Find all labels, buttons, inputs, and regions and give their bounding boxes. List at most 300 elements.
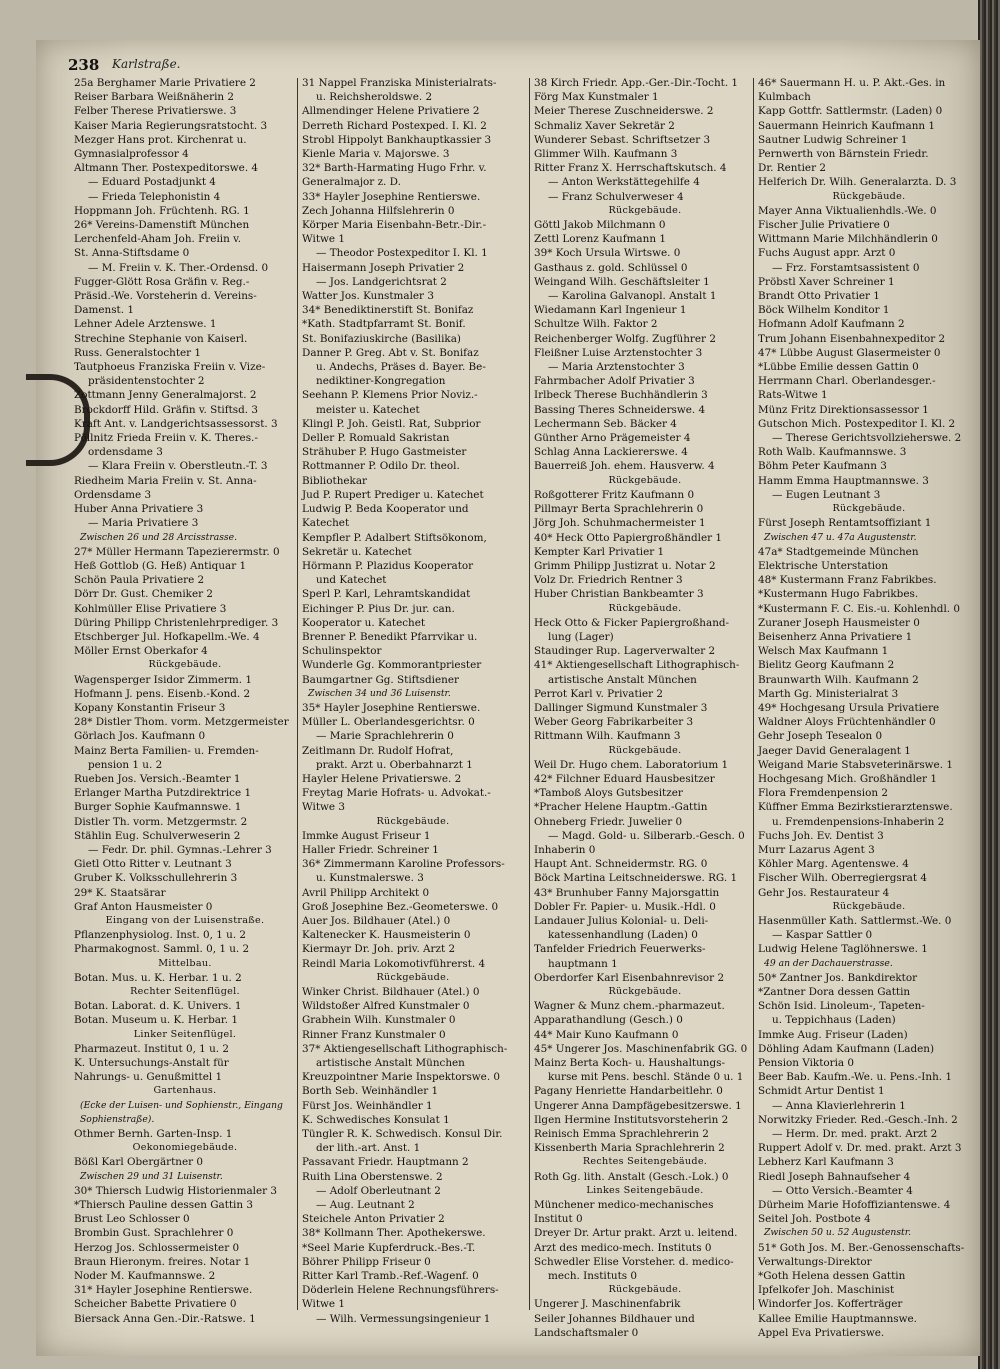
- directory-entry: Landauer Julius Kolonial- u. Deli-: [534, 914, 709, 927]
- directory-entry: 50* Zantner Jos. Bankdirektor: [758, 971, 918, 984]
- directory-entry-continuation: der lith.-art. Anst. 1: [316, 1142, 421, 1155]
- directory-entry-continuation: — Anna Klavierlehrerin 1: [772, 1099, 906, 1112]
- section-heading: Rückgebäude.: [608, 1284, 682, 1296]
- directory-entry: Förg Max Kunstmaler 1: [534, 91, 659, 104]
- directory-entry: Elektrische Unterstation: [758, 559, 889, 572]
- directory-entry: Winker Christ. Bildhauer (Atel.) 0: [302, 986, 480, 998]
- directory-entry: Huber Christian Bankbeamter 3: [534, 588, 704, 601]
- directory-entry: Riedl Joseph Bahnaufseher 4: [758, 1170, 911, 1183]
- section-heading: Rückgebäude.: [608, 986, 682, 997]
- directory-entry: Wildstoßer Alfred Kunstmaler 0: [302, 1000, 470, 1013]
- directory-entry: Altmann Ther. Postexpeditorswe. 4: [74, 162, 259, 175]
- directory-entry: Freytag Marie Hofrats- u. Advokat.-: [302, 787, 491, 800]
- cross-street-note: Zwischen 34 und 36 Luisenstr.: [308, 687, 451, 699]
- directory-entry: 47a* Stadtgemeinde München: [758, 545, 919, 558]
- directory-entry: 29* K. Staatsärar: [74, 886, 166, 899]
- directory-entry: 32* Barth-Harmating Hugo Frhr. v.: [302, 162, 487, 175]
- directory-entry: K. Schwedisches Konsulat 1: [302, 1113, 450, 1126]
- directory-entry: Kooperator u. Katechet: [302, 616, 426, 629]
- directory-entry: Russ. Generalstochter 1: [74, 346, 202, 359]
- directory-entry: 38* Kollmann Ther. Apothekerswe.: [302, 1227, 486, 1240]
- directory-entry: Ruith Lina Oberstenswe. 2: [302, 1170, 443, 1183]
- directory-entry: Verwaltungs-Direktor: [758, 1255, 872, 1268]
- directory-entry-continuation: katessenhandlung (Laden) 0: [548, 929, 698, 942]
- directory-entry: Roth Walb. Kaufmannswe. 3: [758, 446, 907, 459]
- directory-entry: Seitel Joh. Postbote 4: [758, 1213, 871, 1226]
- directory-entry-continuation: u. Fremdenpensions-Inhaberin 2: [772, 815, 945, 828]
- directory-entry: Othmer Bernh. Garten-Insp. 1: [74, 1128, 233, 1141]
- directory-entry: Zottmann Jenny Generalmajorst. 2: [74, 389, 257, 402]
- directory-entry: Hasenmüller Kath. Sattlermst.-We. 0: [758, 914, 952, 927]
- directory-entry-continuation: — Eugen Leutnant 3: [772, 488, 881, 501]
- directory-entry: Katechet: [302, 517, 350, 530]
- directory-entry: Schön Isid. Linoleum-, Tapeten-: [758, 1000, 925, 1013]
- directory-entry: 26* Vereins-Damenstift München: [74, 219, 250, 232]
- directory-entry: Mainz Berta Familien- u. Fremden-: [74, 744, 259, 757]
- directory-entry: Schlag Anna Lackiererswe. 4: [534, 446, 688, 459]
- directory-entry: Reichenberger Wolfg. Zugführer 2: [534, 332, 716, 345]
- directory-entry: 25a Berghamer Marie Privatiere 2: [74, 77, 256, 89]
- directory-entry: Wittmann Marie Milchhändlerin 0: [758, 233, 938, 246]
- directory-entry: Heck Otto & Ficker Papiergroßhand-: [534, 616, 730, 629]
- directory-entry: Welsch Max Kaufmann 1: [758, 645, 889, 658]
- directory-entry-continuation: u. Andechs, Präses d. Bayer. Be-: [316, 361, 486, 374]
- section-heading: Oekonomiegebäude.: [132, 1142, 238, 1154]
- directory-entry: Windorfer Jos. Kofferträger: [758, 1298, 903, 1311]
- directory-entry: 35* Hayler Josephine Rentierswe.: [302, 701, 481, 714]
- directory-column-3: [534, 76, 756, 1339]
- directory-entry: 44* Mair Kuno Kaufmann 0: [534, 1028, 679, 1041]
- directory-entry: Brandt Otto Privatier 1: [758, 290, 880, 303]
- directory-entry: Seiler Johannes Bildhauer und: [534, 1312, 695, 1325]
- directory-entry: Kiermayr Dr. Joh. priv. Arzt 2: [302, 943, 456, 956]
- directory-entry: 46* Sauermann H. u. P. Akt.-Ges. in: [758, 77, 946, 89]
- directory-entry-continuation: u. Teppichhaus (Laden): [772, 1014, 896, 1027]
- directory-entry: 37* Aktiengesellschaft Lithographisch-: [302, 1042, 508, 1055]
- directory-entry: Botan. Mus. u. K. Herbar. 1 u. 2: [74, 971, 242, 984]
- directory-entry-continuation: — Therese Gerichtsvollzieherswe. 2: [772, 432, 962, 445]
- directory-entry: 40* Heck Otto Papiergroßhändler 1: [534, 531, 722, 544]
- directory-entry: Stählin Eug. Schulverweserin 2: [74, 829, 241, 842]
- directory-entry: Gehr Jos. Restaurateur 4: [758, 886, 890, 899]
- directory-entry: Döhling Adam Kaufmann (Laden): [758, 1042, 935, 1055]
- directory-entry-continuation: nediktiner-Kongregation: [316, 375, 446, 388]
- directory-entry: Zech Johanna Hilfslehrerin 0: [302, 204, 455, 217]
- directory-entry: K. Untersuchungs-Anstalt für: [74, 1057, 229, 1070]
- directory-entry: Heß Gottlob (G. Heß) Antiquar 1: [74, 559, 247, 572]
- directory-entry: Fischer Wilh. Oberregiergsrat 4: [758, 872, 927, 885]
- directory-entry: Böck Martina Leitschneiderswe. RG. 1: [534, 872, 738, 885]
- directory-entry: Köhler Marg. Agentenswe. 4: [758, 858, 909, 871]
- directory-entry: Lerchenfeld-Aham Joh. Freiin v.: [74, 233, 242, 246]
- directory-entry: Arzt des medico-mech. Instituts 0: [534, 1241, 712, 1254]
- directory-entry: Kreuzpointner Marie Inspektorswe. 0: [302, 1071, 501, 1084]
- directory-entry-continuation: — M. Freiin v. K. Ther.-Ordensd. 0: [88, 261, 269, 274]
- directory-entry: Ludwig P. Beda Kooperator und: [302, 503, 469, 516]
- directory-entry: Körper Maria Eisenbahn-Betr.-Dir.-: [302, 219, 487, 232]
- directory-entry: St. Anna-Stiftsdame 0: [74, 247, 190, 260]
- directory-entry: Damenst. 1: [74, 304, 134, 317]
- directory-entry: Schultze Wilh. Faktor 2: [534, 318, 658, 331]
- directory-entry: Lebherz Karl Kaufmann 3: [758, 1156, 894, 1169]
- section-heading: Linker Seitenflügel.: [133, 1028, 237, 1040]
- directory-entry: 47* Lübbe August Glasermeister 0: [758, 346, 941, 359]
- directory-entry: Grimm Philipp Justizrat u. Notar 2: [534, 559, 716, 572]
- directory-entry: Haupt Ant. Schneidermstr. RG. 0: [534, 858, 708, 871]
- directory-entry: Klingl P. Joh. Geistl. Rat, Subprior: [302, 417, 481, 430]
- directory-entry: Pharmazeut. Institut 0, 1 u. 2: [74, 1042, 230, 1055]
- cross-street-note: Zwischen 50 u. 52 Augustenstr.: [764, 1227, 912, 1239]
- directory-entry: Fürst Jos. Weinhändler 1: [302, 1099, 433, 1112]
- section-heading: Rückgebäude.: [148, 659, 222, 671]
- directory-entry: Kallee Emilie Hauptmannswe.: [758, 1312, 917, 1325]
- cross-street-note: Zwischen 26 und 28 Arcisstrasse.: [80, 531, 237, 543]
- directory-entry: Ohneberg Friedr. Juwelier 0: [534, 815, 683, 828]
- directory-entry: Kapp Gottfr. Sattlermstr. (Laden) 0: [758, 105, 943, 118]
- directory-entry: Derreth Richard Postexped. I. Kl. 2: [302, 119, 487, 132]
- column-rule: [297, 78, 298, 1310]
- directory-entry: *Lübbe Emilie dessen Gattin 0: [758, 361, 919, 374]
- directory-entry: Huber Anna Privatiere 3: [74, 503, 204, 516]
- directory-entry: Ipfelkofer Joh. Maschinist: [758, 1284, 895, 1297]
- directory-entry: Braunwarth Wilh. Kaufmann 2: [758, 673, 919, 686]
- directory-entry: Kienle Maria v. Majorswe. 3: [302, 148, 450, 161]
- section-heading: Rechtes Seitengebäude.: [582, 1156, 708, 1168]
- directory-entry: Günther Arno Prägemeister 4: [534, 432, 691, 445]
- section-heading: Rückgebäude.: [832, 900, 906, 912]
- directory-entry: Rats-Witwe 1: [758, 389, 828, 402]
- directory-entry: 31* Hayler Josephine Rentierswe.: [74, 1284, 253, 1297]
- directory-entry-continuation: — Aug. Leutnant 2: [316, 1199, 415, 1212]
- directory-entry: Pröbstl Xaver Schreiner 1: [758, 275, 895, 288]
- directory-entry: Bößl Karl Obergärtner 0: [74, 1156, 204, 1169]
- directory-entry: Görlach Jos. Kaufmann 0: [74, 730, 206, 743]
- directory-entry: Präsid.-We. Vorsteherin d. Vereins-: [74, 290, 257, 303]
- directory-entry-continuation: u. Kunstmalerswe. 3: [316, 872, 424, 885]
- directory-entry: Helferich Dr. Wilh. Generalarzta. D. 3: [758, 176, 957, 189]
- directory-entry: Dörr Dr. Gust. Chemiker 2: [74, 588, 213, 601]
- directory-entry-continuation: — Adolf Oberleutnant 2: [316, 1184, 441, 1197]
- directory-entry: Pagany Henriette Handarbeitlehr. 0: [534, 1085, 723, 1098]
- directory-entry-continuation: prakt. Arzt u. Oberbahnarzt 1: [316, 758, 473, 771]
- directory-entry: Ilgen Hermine Institutsvorsteherin 2: [534, 1113, 729, 1126]
- directory-entry: Witwe 3: [302, 801, 345, 814]
- directory-entry: 42* Filchner Eduard Hausbesitzer: [534, 772, 715, 785]
- directory-entry: Biersack Anna Gen.-Dir.-Ratswe. 1: [74, 1312, 256, 1325]
- directory-entry: Erlanger Martha Putzdirektrice 1: [74, 787, 252, 800]
- directory-entry: Pflanzenphysiolog. Inst. 0, 1 u. 2: [74, 929, 247, 942]
- directory-entry: Dreyer Dr. Artur prakt. Arzt u. leitend.: [534, 1227, 738, 1240]
- section-heading: Rückgebäude.: [608, 204, 682, 216]
- directory-entry: Waldner Aloys Früchtenhändler 0: [758, 716, 936, 729]
- directory-entry: Steichele Anton Privatier 2: [302, 1213, 445, 1226]
- directory-entry: Mayer Anna Viktualienhdls.-We. 0: [758, 204, 937, 217]
- directory-entry: Rinner Franz Kunstmaler 0: [302, 1028, 446, 1041]
- directory-entry: 34* Benediktinerstift St. Bonifaz: [302, 304, 474, 317]
- directory-entry: 38 Kirch Friedr. App.-Ger.-Dir.-Tocht. 1: [534, 77, 739, 89]
- directory-entry: Bielitz Georg Kaufmann 2: [758, 659, 895, 672]
- directory-entry: Seehann P. Klemens Prior Noviz.-: [302, 389, 478, 402]
- directory-entry: Brust Leo Schlosser 0: [74, 1213, 190, 1226]
- directory-entry-continuation: — Frieda Telephonistin 4: [88, 190, 221, 203]
- directory-entry: Ritter Franz X. Herrschaftskutsch. 4: [534, 162, 727, 175]
- directory-entry: 49* Hochgesang Ursula Privatiere: [758, 701, 940, 714]
- directory-entry: Lechermann Seb. Bäcker 4: [534, 417, 677, 430]
- directory-entry: Böhm Peter Kaufmann 3: [758, 460, 887, 473]
- directory-entry-continuation: — Franz Schulverweser 4: [548, 190, 684, 203]
- directory-entry: Hörmann P. Plazidus Kooperator: [302, 559, 474, 572]
- directory-entry: Roßgotterer Fritz Kaufmann 0: [534, 488, 695, 501]
- directory-entry: Immke Aug. Friseur (Laden): [758, 1028, 908, 1041]
- directory-entry: Kempfler P. Adalbert Stiftsökonom,: [302, 531, 487, 544]
- directory-entry: Felber Therese Privatierswe. 3: [74, 105, 237, 118]
- directory-entry: Botan. Museum u. K. Herbar. 1: [74, 1014, 238, 1027]
- section-heading: Gartenhaus.: [153, 1085, 217, 1097]
- directory-entry: Döderlein Helene Rechnungsführers-: [302, 1284, 499, 1297]
- directory-entry: Gymnasialprofessor 4: [74, 148, 189, 161]
- directory-entry: 43* Brunhuber Fanny Majorsgattin: [534, 886, 720, 899]
- directory-entry: Kissenberth Maria Sprachlehrerin 2: [534, 1142, 725, 1155]
- directory-entry: Möller Ernst Oberkafor 4: [74, 645, 208, 658]
- page-number: 238: [68, 56, 100, 74]
- directory-entry: Fuchs August appr. Arzt 0: [758, 247, 896, 260]
- directory-entry-continuation: — Jos. Landgerichtsrat 2: [316, 275, 447, 288]
- cross-street-note: Zwischen 47 u. 47a Augustenstr.: [764, 531, 917, 543]
- directory-entry: Roth Gg. lith. Anstalt (Gesch.-Lok.) 0: [534, 1170, 729, 1183]
- directory-entry: Weingand Wilh. Geschäftsleiter 1: [534, 275, 710, 288]
- directory-entry-continuation: — Eduard Postadjunkt 4: [88, 176, 216, 189]
- directory-entry: Brockdorff Hild. Gräfin v. Stiftsd. 3: [74, 403, 258, 416]
- directory-entry-continuation: — Otto Versich.-Beamter 4: [772, 1184, 913, 1197]
- directory-entry: Kaiser Maria Regierungsratstocht. 3: [74, 119, 268, 132]
- directory-entry: Deller P. Romuald Sakristan: [302, 432, 450, 445]
- directory-entry: Wiedamann Karl Ingenieur 1: [534, 304, 687, 317]
- directory-entry: Wunderer Sebast. Schriftsetzer 3: [534, 133, 711, 146]
- directory-entry: Sekretär u. Katechet: [302, 545, 412, 558]
- directory-entry: *Goth Helena dessen Gattin: [758, 1270, 906, 1283]
- directory-entry: *Kustermann F. C. Eis.-u. Kohlenhdl. 0: [758, 602, 960, 615]
- directory-entry: 31 Nappel Franziska Ministerialrats-: [302, 77, 497, 89]
- section-heading: Rückgebäude.: [832, 503, 906, 515]
- directory-entry: Strähuber P. Hugo Gastmeister: [302, 446, 467, 459]
- directory-entry: Herrmann Charl. Oberlandesger.-: [758, 375, 936, 388]
- directory-entry: Witwe 1: [302, 1298, 345, 1311]
- directory-entry: Kempter Karl Privatier 1: [534, 545, 665, 558]
- directory-entry-continuation: — Wilh. Vermessungsingenieur 1: [316, 1312, 491, 1325]
- directory-entry: Ordensdame 3: [74, 488, 152, 501]
- directory-entry: Riedheim Maria Freiin v. St. Anna-: [74, 474, 257, 487]
- directory-entry: Böhrer Philipp Friseur 0: [302, 1255, 431, 1268]
- directory-entry: Wagensperger Isidor Zimmerm. 1: [74, 673, 253, 686]
- directory-entry: Schwedler Elise Vorsteher. d. medico-: [534, 1255, 734, 1268]
- directory-entry-continuation: — Herm. Dr. med. prakt. Arzt 2: [772, 1128, 938, 1141]
- directory-entry: Jud P. Rupert Prediger u. Katechet: [302, 488, 484, 501]
- directory-entry: Reinisch Emma Sprachlehrerin 2: [534, 1128, 709, 1141]
- section-heading: Mittelbau.: [158, 957, 212, 969]
- directory-entry: Schmidt Artur Dentist 1: [758, 1085, 885, 1098]
- directory-entry: Sperl P. Karl, Lehramtskandidat: [302, 588, 471, 601]
- directory-entry: 27* Müller Hermann Tapezierermstr. 0: [74, 545, 280, 558]
- directory-entry: Meier Therese Zuschneiderswe. 2: [534, 105, 714, 118]
- directory-entry-continuation: — Maria Arztenstochter 3: [548, 361, 685, 374]
- section-heading: Rückgebäude.: [376, 815, 450, 827]
- directory-entry: Volz Dr. Friedrich Rentner 3: [534, 574, 683, 587]
- directory-entry: Inhaberin 0: [534, 843, 596, 856]
- directory-entry: 28* Distler Thom. vorm. Metzgermeister: [74, 716, 289, 729]
- directory-entry: 45* Ungerer Jos. Maschinenfabrik GG. 0: [534, 1042, 748, 1055]
- directory-entry: *Zantner Dora dessen Gattin: [758, 986, 911, 998]
- directory-entry: *Kath. Stadtpfarramt St. Bonif.: [302, 318, 466, 331]
- directory-entry: Flora Fremdenpension 2: [758, 787, 888, 800]
- directory-entry: Irlbeck Therese Buchhändlerin 3: [534, 389, 708, 402]
- directory-entry: Rottmanner P. Odilo Dr. theol.: [302, 460, 460, 473]
- section-heading: Rückgebäude.: [608, 474, 682, 486]
- directory-entry: Hochgesang Mich. Großhändler 1: [758, 772, 937, 785]
- directory-entry: Tüngler R. K. Schwedisch. Konsul Dir.: [302, 1128, 503, 1141]
- directory-entry: Oberdorfer Karl Eisenbahnrevisor 2: [534, 971, 725, 984]
- directory-entry: Kulmbach: [758, 91, 811, 104]
- directory-entry: Sauermann Heinrich Kaufmann 1: [758, 119, 936, 132]
- directory-entry: Ritter Karl Tramb.-Ref.-Wagenf. 0: [302, 1270, 479, 1283]
- directory-entry: Landschaftsmaler 0: [534, 1326, 639, 1339]
- directory-entry: Wunderle Gg. Kommorantpriester: [302, 659, 482, 672]
- directory-entry: Watter Jos. Kunstmaler 3: [302, 290, 434, 303]
- directory-entry: Noder M. Kaufmannswe. 2: [74, 1270, 216, 1283]
- directory-entry: Grabhein Wilh. Kunstmaler 0: [302, 1014, 456, 1027]
- cross-street-note: (Ecke der Luisen- und Sophienstr., Eingang: [80, 1099, 283, 1111]
- directory-entry: Hofmann Adolf Kaufmann 2: [758, 318, 905, 331]
- directory-entry: Sautner Ludwig Schreiner 1: [758, 133, 908, 146]
- directory-entry: 48* Kustermann Franz Fabrikbes.: [758, 574, 937, 587]
- section-heading: Eingang von der Luisenstraße.: [105, 914, 265, 926]
- directory-entry: Jörg Joh. Schuhmachermeister 1: [534, 517, 706, 530]
- directory-entry: Distler Th. vorm. Metzgermstr. 2: [74, 815, 248, 828]
- directory-entry: Herzog Jos. Schlossermeister 0: [74, 1241, 240, 1254]
- directory-entry: Böck Wilhelm Konditor 1: [758, 304, 890, 317]
- directory-entry: Fürst Joseph Rentamtsoffiziant 1: [758, 517, 932, 530]
- directory-entry: Hoppmann Joh. Früchtenh. RG. 1: [74, 204, 250, 217]
- directory-entry: Haller Friedr. Schreiner 1: [302, 843, 439, 856]
- street-header: Karlstraße.: [112, 57, 181, 71]
- directory-entry: Brenner P. Benedikt Pfarrvikar u.: [302, 630, 478, 643]
- cross-street-note: Sophienstraße).: [80, 1113, 155, 1125]
- directory-entry: Avril Philipp Architekt 0: [302, 886, 430, 899]
- directory-entry: Auer Jos. Bildhauer (Atel.) 0: [302, 914, 451, 927]
- directory-entry: Borth Seb. Weinhändler 1: [302, 1085, 439, 1098]
- directory-entry: Generalmajor z. D.: [302, 176, 401, 189]
- directory-entry: Zuraner Joseph Hausmeister 0: [758, 616, 920, 629]
- directory-entry: Pension Viktoria 0: [758, 1057, 855, 1070]
- directory-entry: Pernwerth von Bärnstein Friedr.: [758, 148, 929, 161]
- directory-entry-continuation: — Klara Freiin v. Oberstleutn.-T. 3: [88, 460, 268, 473]
- column-rule: [529, 78, 530, 1310]
- directory-entry: Gietl Otto Ritter v. Leutnant 3: [74, 858, 232, 871]
- directory-entry: Reiser Barbara Weißnäherin 2: [74, 91, 235, 104]
- directory-entry: Norwitzky Frieder. Red.-Gesch.-Inh. 2: [758, 1113, 958, 1126]
- directory-entry: Bassing Theres Schneiderswe. 4: [534, 403, 706, 416]
- directory-entry: Rueben Jos. Versich.-Beamter 1: [74, 772, 241, 785]
- directory-entry-continuation: mech. Instituts 0: [548, 1270, 638, 1283]
- directory-entry: Strobl Hippolyt Bankhauptkassier 3: [302, 133, 492, 146]
- directory-entry: 39* Koch Ursula Wirtswe. 0: [534, 247, 681, 260]
- directory-entry: *Seel Marie Kupferdruck.-Bes.-T.: [302, 1241, 476, 1254]
- section-heading: Rückgebäude.: [608, 744, 682, 756]
- directory-entry: Trum Johann Eisenbahnexpeditor 2: [758, 332, 946, 345]
- directory-entry: 33* Hayler Josephine Rentierswe.: [302, 190, 481, 203]
- directory-entry: Witwe 1: [302, 233, 345, 246]
- directory-entry: Appel Eva Privatierswe.: [758, 1326, 885, 1339]
- directory-entry: Fischer Julie Privatiere 0: [758, 219, 890, 232]
- directory-entry: Glimmer Wilh. Kaufmann 3: [534, 148, 678, 161]
- directory-entry: Gutschon Mich. Postexpeditor I. Kl. 2: [758, 417, 956, 430]
- directory-entry: Fleißner Luise Arztenstochter 3: [534, 346, 703, 359]
- book-page-edge: [978, 0, 1000, 1369]
- directory-entry-continuation: lung (Lager): [548, 630, 614, 643]
- directory-entry-continuation: — Marie Sprachlehrerin 0: [316, 730, 454, 743]
- directory-entry-continuation: artistische Anstalt München: [316, 1057, 465, 1070]
- directory-entry: Scheicher Babette Privatiere 0: [74, 1298, 237, 1311]
- directory-entry: Murr Lazarus Agent 3: [758, 843, 875, 856]
- directory-entry: Zettl Lorenz Kaufmann 1: [534, 233, 666, 246]
- directory-entry: Pillmayr Berta Sprachlehrerin 0: [534, 503, 704, 516]
- directory-entry: Fugger-Glött Rosa Gräfin v. Reg.-: [74, 275, 250, 288]
- directory-entry: Göttl Jakob Milchmann 0: [534, 219, 666, 232]
- directory-entry: Rittmann Wilh. Kaufmann 3: [534, 730, 681, 743]
- directory-entry: Brombin Gust. Sprachlehrer 0: [74, 1227, 234, 1240]
- directory-entry: Pharmakognost. Samml. 0, 1 u. 2: [74, 943, 250, 956]
- directory-entry: Graf Anton Hausmeister 0: [74, 900, 213, 913]
- directory-entry: Gruber K. Volksschullehrerin 3: [74, 872, 238, 885]
- directory-entry-continuation: und Katechet: [316, 574, 387, 587]
- directory-entry: Mezger Hans prot. Kirchenrat u.: [74, 133, 247, 146]
- directory-entry: Lehner Adele Arztenswe. 1: [74, 318, 217, 331]
- directory-column-4: [758, 76, 980, 1339]
- directory-entry: Marth Gg. Ministerialrat 3: [758, 687, 899, 700]
- directory-entry: Baumgartner Gg. Stiftsdiener: [302, 673, 459, 686]
- directory-entry-continuation: — Fedr. Dr. phil. Gymnas.-Lehrer 3: [88, 843, 272, 856]
- directory-entry: Eichinger P. Pius Dr. jur. can.: [302, 602, 455, 615]
- directory-entry-continuation: — Karolina Galvanopl. Anstalt 1: [548, 290, 717, 303]
- directory-entry: Burger Sophie Kaufmannswe. 1: [74, 801, 242, 814]
- directory-entry: Gasthaus z. gold. Schlüssel 0: [534, 261, 688, 274]
- directory-entry: Beisenherz Anna Privatiere 1: [758, 630, 913, 643]
- directory-entry: *Tamboß Aloys Gutsbesitzer: [534, 787, 683, 800]
- directory-entry-continuation: hauptmann 1: [548, 957, 618, 970]
- directory-entry: Jaeger David Generalagent 1: [758, 744, 911, 757]
- directory-entry: Dürheim Marie Hofoffiziantenswe. 4: [758, 1199, 951, 1212]
- directory-entry: Weil Dr. Hugo chem. Laboratorium 1: [534, 758, 729, 771]
- section-heading: Rückgebäude.: [608, 602, 682, 614]
- directory-entry: Dr. Rentier 2: [758, 162, 826, 175]
- directory-entry: Strechine Stephanie von Kaiserl.: [74, 332, 248, 345]
- section-heading: Linkes Seitengebäude.: [586, 1184, 704, 1196]
- directory-entry: Nahrungs- u. Genußmittel 1: [74, 1071, 223, 1084]
- directory-entry: *Thiersch Pauline dessen Gattin 3: [74, 1199, 253, 1212]
- directory-entry: Groß Josephine Bez.-Geometerswe. 0: [302, 900, 499, 913]
- directory-entry: Pöllnitz Frieda Freiin v. K. Theres.-: [74, 432, 258, 445]
- section-heading: Rechter Seitenflügel.: [130, 986, 240, 997]
- directory-entry: Fahrmbacher Adolf Privatier 3: [534, 375, 695, 388]
- directory-entry: Wagner & Munz chem.-pharmazeut.: [534, 1000, 725, 1013]
- directory-entry-continuation: artistische Anstalt München: [548, 673, 697, 686]
- directory-entry: Braun Hieronym. freires. Notar 1: [74, 1255, 251, 1268]
- directory-entry: 41* Aktiengesellschaft Lithographisch-: [534, 659, 740, 672]
- directory-entry: Kraft Ant. v. Landgerichtsassessorst. 3: [74, 417, 278, 430]
- directory-entry: Schön Paula Privatiere 2: [74, 574, 205, 587]
- directory-entry-continuation: — Maria Privatiere 3: [88, 517, 199, 530]
- directory-entry: Etschberger Jul. Hofkapellm.-We. 4: [74, 630, 260, 643]
- directory-entry: *Kustermann Hugo Fabrikbes.: [758, 588, 919, 601]
